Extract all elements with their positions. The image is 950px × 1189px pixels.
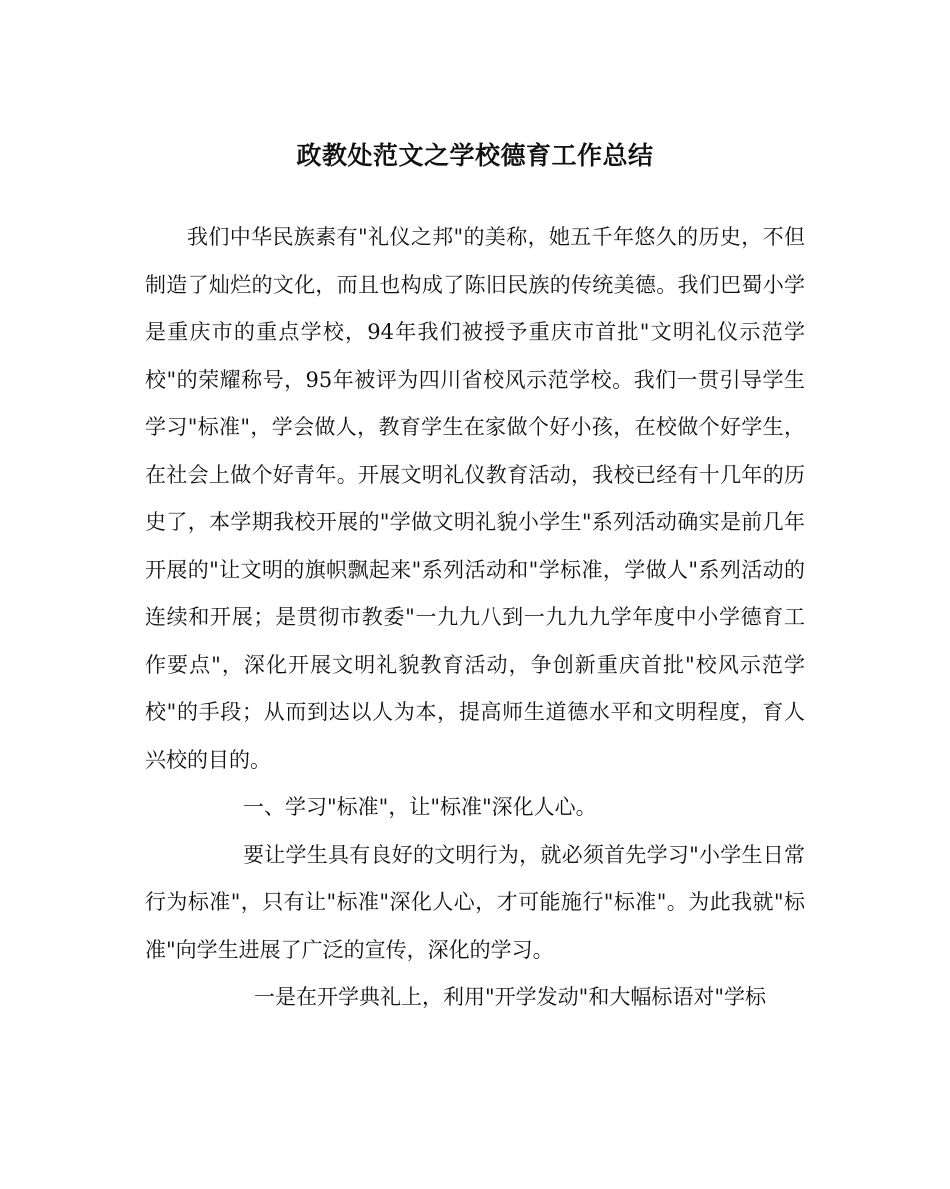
paragraph-point-1: 一是在开学典礼上，利用"开学发动"和大幅标语对"学标	[254, 985, 766, 1009]
document-title: 政教处范文之学校德育工作总结	[296, 141, 654, 170]
document-body	[145, 214, 805, 1022]
section-heading-1: 一、学习"标准"，让"标准"深化人心。	[243, 795, 597, 819]
paragraph-section-1: 要让学生具有良好的文明行为，就必须首先学习"小学生日常行为标准"，只有让"标准"深化人心，才可能施行"标准"。为此我就"标准"向学生进展了广泛的宣传，深化的学习。	[145, 842, 805, 962]
paragraph-intro: 我们中华民族素有"礼仪之邦"的美称，她五千年悠久的历史，不但制造了灿烂的文化，而且也构成了陈旧民族的传统美德。我们巴蜀小学是重庆市的重点学校，94年我们被授予重庆市首批"文明礼仪示范学校"的荣耀称号，95年被评为四川省校风示范学校。我们一贯引导学生学习"标准"，学会做人，教育学生在家做个好小孩，在校做个好学生，在社会上做个好青年。开展文明礼仪教育活动，我校已经有十几年的历史了，本学期我校开展的"学做文明礼貌小学生"系列活动确实是前几年开展的"让文明的旗帜飘起来"系列活动和"学标准，学做人"系列活动的连续和开展；是贯彻市教委"一九九八到一九九九学年度中小学德育工作要点"，深化开展文明礼貌教育活动，争创新重庆首批"校风示范学校"的手段；从而到达以人为本，提高师生道德水平和文明程度，育人兴校的目的。	[145, 225, 805, 772]
